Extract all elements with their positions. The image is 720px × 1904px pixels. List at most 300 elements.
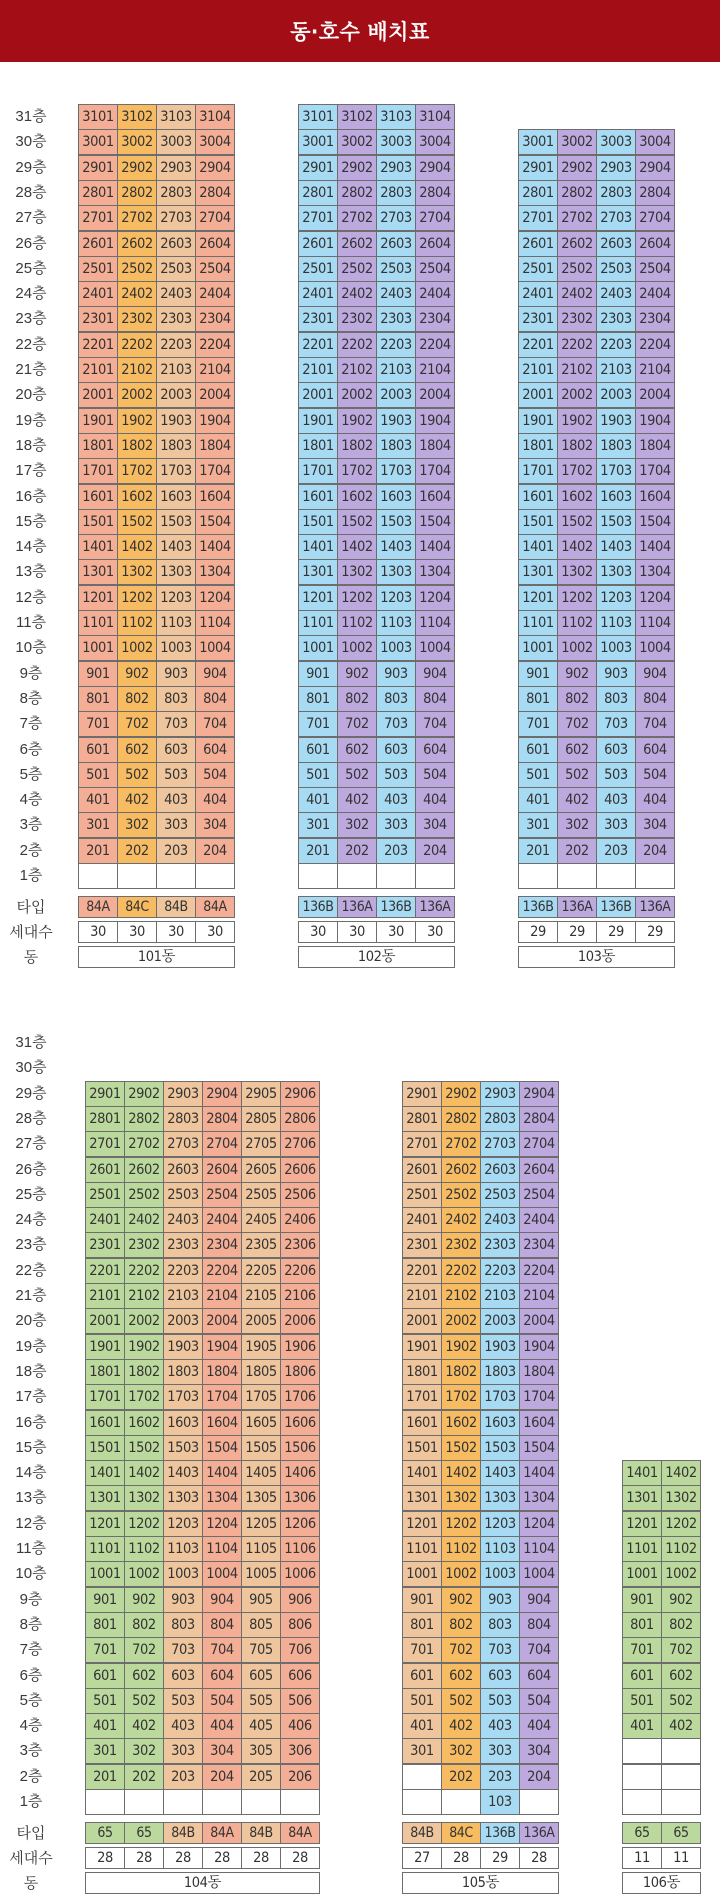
unit-cell: 2102 [441, 1283, 481, 1309]
unit-cell: 802 [337, 686, 377, 712]
unit-cell: 2702 [124, 1131, 164, 1157]
unit-cell: 1301 [402, 1485, 442, 1511]
unit-cell: 1602 [441, 1410, 481, 1436]
unit-cell: 301 [78, 812, 118, 838]
unit-cell: 603 [480, 1663, 520, 1689]
unit-cell: 2902 [337, 155, 377, 181]
households-cell: 30 [376, 921, 416, 943]
floor-label: 5층 [19, 765, 43, 783]
unit-cell: 801 [518, 686, 558, 712]
unit-cell: 804 [519, 1612, 559, 1638]
unit-cell: 1501 [402, 1435, 442, 1461]
unit-cell: 1903 [156, 408, 196, 434]
unit-cell: 1803 [163, 1359, 203, 1385]
unit-cell: 901 [402, 1587, 442, 1613]
unit-cell: 1904 [202, 1334, 242, 1360]
households-cell: 29 [480, 1847, 520, 1869]
unit-cell: 1204 [635, 585, 675, 611]
unit-cell: 501 [622, 1688, 662, 1714]
unit-cell: 302 [557, 812, 597, 838]
floor-label: 27층 [15, 1135, 47, 1153]
floor-label: 26층 [15, 1160, 47, 1178]
unit-cell: 1701 [85, 1384, 125, 1410]
building-name-cell: 105동 [402, 1872, 559, 1894]
unit-cell: 703 [163, 1637, 203, 1663]
unit-cell: 2201 [402, 1258, 442, 1284]
unit-cell: 2403 [163, 1207, 203, 1233]
unit-cell: 302 [441, 1738, 481, 1764]
households-cell: 29 [635, 921, 675, 943]
unit-cell: 2702 [557, 205, 597, 231]
building-row-label: 동 [23, 1874, 39, 1893]
floor-label: 6층 [19, 740, 43, 758]
unit-cell: 406 [280, 1713, 320, 1739]
unit-cell: 1202 [557, 585, 597, 611]
floor-label: 28층 [15, 1109, 47, 1127]
unit-cell: 205 [241, 1764, 281, 1790]
unit-cell: 1706 [280, 1384, 320, 1410]
unit-cell: 404 [202, 1713, 242, 1739]
unit-cell: 2006 [280, 1308, 320, 1334]
unit-cell: 401 [85, 1713, 125, 1739]
unit-cell: 2703 [156, 205, 196, 231]
unit-cell: 2401 [78, 281, 118, 307]
unit-cell: 305 [241, 1738, 281, 1764]
unit-cell: 604 [195, 737, 235, 763]
unit-cell: 2304 [195, 306, 235, 332]
unit-cell: 1001 [402, 1561, 442, 1587]
unit-cell: 2204 [415, 332, 455, 358]
unit-cell: 603 [156, 737, 196, 763]
unit-cell: 1204 [202, 1511, 242, 1537]
households-cell: 28 [202, 1847, 242, 1869]
unit-cell: 1203 [163, 1511, 203, 1537]
unit-cell: 1801 [298, 433, 338, 459]
floor-label: 21층 [15, 1287, 47, 1304]
unit-cell: 2901 [78, 155, 118, 181]
unit-cell: 2902 [117, 155, 157, 181]
unit-cell: 801 [402, 1612, 442, 1638]
unit-cell: 2002 [441, 1308, 481, 1334]
unit-cell: 2004 [635, 382, 675, 408]
unit-cell: 1402 [557, 534, 597, 560]
unit-cell: 1704 [519, 1384, 559, 1410]
unit-cell: 403 [376, 787, 416, 813]
unit-cell: 2404 [415, 281, 455, 307]
unit-cell: 1701 [518, 458, 558, 484]
unit-cell: 2803 [163, 1106, 203, 1132]
unit-cell: 1003 [376, 635, 416, 661]
unit-cell: 504 [519, 1688, 559, 1714]
unit-cell: 706 [280, 1637, 320, 1663]
unit-cell: 2906 [280, 1081, 320, 1107]
floor-label: 30층 [15, 133, 47, 151]
unit-cell: 2602 [117, 231, 157, 257]
unit-cell: 1106 [280, 1536, 320, 1562]
type-cell: 136A [337, 896, 377, 918]
unit-cell: 1603 [163, 1410, 203, 1436]
unit-cell: 703 [596, 711, 636, 737]
unit-cell: 1403 [156, 534, 196, 560]
unit-cell: 2601 [85, 1157, 125, 1183]
unit-cell: 2606 [280, 1157, 320, 1183]
unit-cell: 1002 [124, 1561, 164, 1587]
unit-cell: 2302 [337, 306, 377, 332]
unit-cell: 1804 [195, 433, 235, 459]
unit-cell: 206 [280, 1764, 320, 1790]
unit-cell: 2601 [518, 231, 558, 257]
unit-cell: 401 [518, 787, 558, 813]
unit-cell: 2505 [241, 1182, 281, 1208]
households-cell: 28 [85, 1847, 125, 1869]
unit-cell: 2805 [241, 1106, 281, 1132]
unit-cell: 2001 [518, 382, 558, 408]
unit-cell: 2605 [241, 1157, 281, 1183]
floor-label: 31층 [15, 108, 47, 125]
unit-cell: 2503 [156, 256, 196, 282]
unit-cell: 402 [661, 1713, 701, 1739]
empty-unit-cell [124, 1789, 164, 1815]
unit-cell: 2506 [280, 1182, 320, 1208]
unit-cell: 403 [156, 787, 196, 813]
unit-cell: 2303 [596, 306, 636, 332]
unit-cell: 2704 [415, 205, 455, 231]
households-cell: 30 [298, 921, 338, 943]
unit-cell: 1004 [195, 635, 235, 661]
empty-unit-cell [596, 863, 636, 889]
unit-cell: 1901 [85, 1334, 125, 1360]
unit-cell: 1801 [78, 433, 118, 459]
type-cell: 84B [402, 1822, 442, 1844]
unit-cell: 903 [163, 1587, 203, 1613]
unit-cell: 1302 [117, 559, 157, 585]
unit-cell: 1401 [78, 534, 118, 560]
unit-cell: 2504 [415, 256, 455, 282]
unit-cell: 1702 [557, 458, 597, 484]
unit-cell: 2103 [156, 357, 196, 383]
unit-cell: 1202 [117, 585, 157, 611]
unit-cell: 502 [661, 1688, 701, 1714]
unit-cell: 2304 [415, 306, 455, 332]
unit-cell: 2302 [117, 306, 157, 332]
unit-cell: 1703 [596, 458, 636, 484]
unit-cell: 2002 [117, 382, 157, 408]
unit-cell: 403 [480, 1713, 520, 1739]
unit-cell: 1804 [415, 433, 455, 459]
unit-cell: 404 [635, 787, 675, 813]
empty-unit-cell [661, 1789, 701, 1815]
unit-cell: 1301 [298, 559, 338, 585]
unit-cell: 304 [635, 812, 675, 838]
unit-cell: 2802 [337, 180, 377, 206]
unit-cell: 1503 [156, 509, 196, 535]
unit-cell: 1002 [117, 635, 157, 661]
unit-cell: 1202 [124, 1511, 164, 1537]
unit-cell: 2602 [124, 1157, 164, 1183]
unit-cell: 2902 [441, 1081, 481, 1107]
empty-unit-cell [163, 1789, 203, 1815]
type-cell: 136A [519, 1822, 559, 1844]
unit-cell: 604 [415, 737, 455, 763]
unit-cell: 704 [635, 711, 675, 737]
type-cell: 65 [85, 1822, 125, 1844]
unit-cell: 2003 [156, 382, 196, 408]
unit-cell: 1102 [117, 610, 157, 636]
unit-cell: 704 [519, 1637, 559, 1663]
unit-cell: 503 [480, 1688, 520, 1714]
unit-cell: 2004 [415, 382, 455, 408]
unit-cell: 2905 [241, 1081, 281, 1107]
unit-cell: 1402 [441, 1460, 481, 1486]
unit-cell: 1601 [298, 484, 338, 510]
unit-cell: 1504 [415, 509, 455, 535]
unit-cell: 1303 [376, 559, 416, 585]
unit-cell: 1001 [622, 1561, 662, 1587]
unit-cell: 2503 [163, 1182, 203, 1208]
page-title: 동·호수 배치표 [290, 20, 430, 44]
unit-cell: 2204 [202, 1258, 242, 1284]
unit-cell: 2701 [518, 205, 558, 231]
unit-cell: 2103 [480, 1283, 520, 1309]
unit-cell: 1504 [202, 1435, 242, 1461]
unit-cell: 702 [337, 711, 377, 737]
unit-cell: 504 [202, 1688, 242, 1714]
floor-label: 22층 [15, 335, 47, 353]
floor-label: 14층 [15, 1464, 47, 1482]
unit-cell: 902 [337, 661, 377, 687]
floor-label: 22층 [15, 1261, 47, 1279]
unit-cell: 2602 [337, 231, 377, 257]
unit-cell: 2601 [78, 231, 118, 257]
unit-cell: 1602 [557, 484, 597, 510]
unit-cell: 2204 [195, 332, 235, 358]
floor-label: 1층 [19, 867, 43, 884]
unit-cell: 603 [163, 1663, 203, 1689]
floor-label: 13층 [15, 563, 47, 581]
unit-cell: 602 [441, 1663, 481, 1689]
unit-cell: 1104 [202, 1536, 242, 1562]
unit-cell: 1301 [85, 1485, 125, 1511]
unit-cell: 2302 [441, 1232, 481, 1258]
unit-cell: 805 [241, 1612, 281, 1638]
unit-cell: 1903 [163, 1334, 203, 1360]
unit-cell: 2904 [635, 155, 675, 181]
unit-cell: 2803 [480, 1106, 520, 1132]
households-cell: 11 [661, 1847, 701, 1869]
building-row-label: 동 [23, 948, 39, 967]
unit-cell: 2104 [519, 1283, 559, 1309]
unit-cell: 1702 [337, 458, 377, 484]
unit-cell: 801 [622, 1612, 662, 1638]
unit-cell: 2203 [596, 332, 636, 358]
floor-label: 23층 [15, 310, 47, 328]
unit-cell: 1203 [156, 585, 196, 611]
unit-cell: 1501 [85, 1435, 125, 1461]
unit-cell: 2603 [376, 231, 416, 257]
building-name-cell: 104동 [85, 1872, 320, 1894]
unit-cell: 2602 [441, 1157, 481, 1183]
unit-cell: 2902 [124, 1081, 164, 1107]
unit-cell: 1304 [195, 559, 235, 585]
empty-unit-cell [376, 863, 416, 889]
unit-cell: 2002 [557, 382, 597, 408]
unit-cell: 601 [622, 1663, 662, 1689]
unit-cell: 1904 [195, 408, 235, 434]
unit-cell: 1404 [415, 534, 455, 560]
unit-cell: 3002 [117, 129, 157, 155]
unit-cell: 1006 [280, 1561, 320, 1587]
unit-cell: 2801 [298, 180, 338, 206]
unit-cell: 1401 [85, 1460, 125, 1486]
building-name-cell: 106동 [622, 1872, 701, 1894]
unit-cell: 903 [480, 1587, 520, 1613]
floor-label: 21층 [15, 361, 47, 378]
type-cell: 84B [241, 1822, 281, 1844]
unit-cell: 1002 [337, 635, 377, 661]
unit-cell: 304 [202, 1738, 242, 1764]
unit-cell: 1902 [557, 408, 597, 434]
empty-unit-cell [415, 863, 455, 889]
unit-cell: 704 [202, 1637, 242, 1663]
unit-cell: 2304 [202, 1232, 242, 1258]
empty-unit-cell [202, 1789, 242, 1815]
floor-label: 25층 [15, 1185, 47, 1203]
unit-cell: 1603 [156, 484, 196, 510]
unit-cell: 2504 [195, 256, 235, 282]
unit-cell: 2704 [195, 205, 235, 231]
unit-cell: 2501 [85, 1182, 125, 1208]
unit-cell: 204 [519, 1764, 559, 1790]
unit-cell: 903 [156, 661, 196, 687]
unit-cell: 3003 [156, 129, 196, 155]
unit-cell: 2201 [85, 1258, 125, 1284]
unit-cell: 603 [376, 737, 416, 763]
unit-cell: 2301 [518, 306, 558, 332]
floor-label: 16층 [15, 1413, 47, 1431]
floor-label: 3층 [19, 1742, 43, 1760]
empty-unit-cell [156, 863, 196, 889]
unit-cell: 2801 [85, 1106, 125, 1132]
unit-cell: 1203 [376, 585, 416, 611]
unit-cell: 2702 [441, 1131, 481, 1157]
unit-cell: 1401 [622, 1460, 662, 1486]
unit-cell: 2403 [480, 1207, 520, 1233]
unit-cell: 2004 [519, 1308, 559, 1334]
unit-cell: 701 [622, 1637, 662, 1663]
floor-label: 19층 [15, 411, 47, 429]
unit-cell: 904 [202, 1587, 242, 1613]
unit-cell: 1704 [415, 458, 455, 484]
unit-cell: 1702 [441, 1384, 481, 1410]
households-cell: 28 [124, 1847, 164, 1869]
unit-cell: 2102 [557, 357, 597, 383]
unit-cell: 1401 [518, 534, 558, 560]
households-row-label: 세대수 [9, 923, 53, 942]
unit-cell: 2701 [298, 205, 338, 231]
unit-cell: 702 [661, 1637, 701, 1663]
unit-cell: 1104 [195, 610, 235, 636]
unit-cell: 2703 [596, 205, 636, 231]
unit-cell: 1604 [519, 1410, 559, 1436]
unit-cell: 3002 [557, 129, 597, 155]
unit-cell: 3103 [156, 104, 196, 130]
unit-cell: 702 [124, 1637, 164, 1663]
unit-cell: 801 [298, 686, 338, 712]
unit-cell: 2402 [117, 281, 157, 307]
unit-cell: 1403 [163, 1460, 203, 1486]
unit-cell: 802 [117, 686, 157, 712]
unit-cell: 1701 [402, 1384, 442, 1410]
unit-cell: 3001 [518, 129, 558, 155]
unit-cell: 1803 [156, 433, 196, 459]
unit-cell: 601 [85, 1663, 125, 1689]
unit-cell: 2804 [195, 180, 235, 206]
households-cell: 30 [337, 921, 377, 943]
unit-cell: 2502 [441, 1182, 481, 1208]
unit-cell: 2201 [518, 332, 558, 358]
unit-cell: 1304 [519, 1485, 559, 1511]
unit-cell: 2901 [298, 155, 338, 181]
unit-cell: 2704 [519, 1131, 559, 1157]
unit-cell: 2504 [202, 1182, 242, 1208]
unit-cell: 1601 [78, 484, 118, 510]
unit-cell: 1802 [557, 433, 597, 459]
unit-cell: 2804 [519, 1106, 559, 1132]
unit-cell: 2704 [635, 205, 675, 231]
unit-cell: 1601 [85, 1410, 125, 1436]
unit-cell: 2301 [85, 1232, 125, 1258]
unit-cell: 502 [557, 762, 597, 788]
unit-cell: 2703 [376, 205, 416, 231]
unit-cell: 204 [202, 1764, 242, 1790]
households-cell: 29 [518, 921, 558, 943]
unit-cell: 504 [415, 762, 455, 788]
unit-cell: 604 [519, 1663, 559, 1689]
unit-cell: 3103 [376, 104, 416, 130]
unit-cell: 1302 [661, 1485, 701, 1511]
floor-label: 9층 [19, 1590, 43, 1608]
unit-cell: 401 [78, 787, 118, 813]
unit-cell: 2301 [298, 306, 338, 332]
empty-unit-cell [402, 1789, 442, 1815]
unit-cell: 905 [241, 1587, 281, 1613]
unit-cell: 1402 [124, 1460, 164, 1486]
unit-cell: 602 [661, 1663, 701, 1689]
unit-cell: 3104 [415, 104, 455, 130]
unit-cell: 1606 [280, 1410, 320, 1436]
unit-cell: 1701 [78, 458, 118, 484]
unit-cell: 603 [596, 737, 636, 763]
unit-cell: 1404 [195, 534, 235, 560]
unit-cell: 804 [415, 686, 455, 712]
unit-cell: 2904 [519, 1081, 559, 1107]
unit-cell: 1804 [519, 1359, 559, 1385]
unit-cell: 303 [376, 812, 416, 838]
unit-cell: 2202 [441, 1258, 481, 1284]
empty-unit-cell [117, 863, 157, 889]
unit-cell: 2203 [376, 332, 416, 358]
unit-cell: 204 [195, 838, 235, 864]
unit-cell: 601 [402, 1663, 442, 1689]
unit-cell: 2102 [117, 357, 157, 383]
unit-cell: 2703 [163, 1131, 203, 1157]
unit-cell: 504 [195, 762, 235, 788]
unit-cell: 1101 [518, 610, 558, 636]
unit-cell: 203 [596, 838, 636, 864]
unit-cell: 902 [117, 661, 157, 687]
page-header [0, 0, 720, 62]
unit-cell: 2802 [441, 1106, 481, 1132]
